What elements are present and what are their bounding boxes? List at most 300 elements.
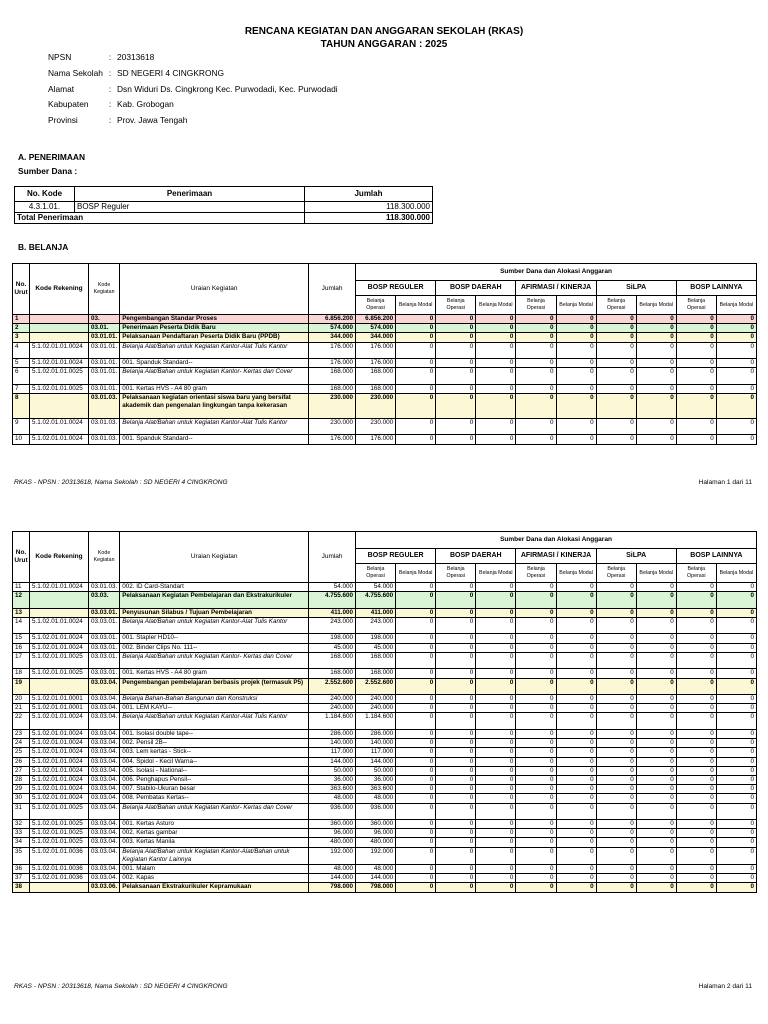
table-row — [13, 766, 757, 775]
row-bosp-reguler-operasi: 4.755.600 — [356, 592, 396, 609]
row-zero-value: 0 — [676, 333, 716, 342]
header-kode-rekening: Kode Rekening — [29, 532, 88, 583]
row-zero-value: 0 — [476, 333, 516, 342]
row-uraian: Pengembangan pembelajaran berbasis projek (termasuk P5) — [120, 678, 309, 695]
row-zero-value: 0 — [436, 678, 476, 695]
row-zero-value: 0 — [636, 883, 676, 892]
row-zero-value: 0 — [476, 324, 516, 333]
row-kode-rekening: 5.1.02.01.01.0025 — [29, 803, 88, 820]
row-kode-kegiatan: 03.03.04. — [88, 729, 119, 738]
row-zero-value: 0 — [516, 838, 556, 847]
row-zero-value: 0 — [596, 785, 636, 794]
row-zero-value: 0 — [436, 315, 476, 324]
row-zero-value: 0 — [596, 418, 636, 435]
row-zero-value: 0 — [556, 883, 596, 892]
row-bosp-reguler-operasi: 6.856.200 — [356, 315, 396, 324]
row-no: 24 — [13, 739, 30, 748]
row-zero-value: 0 — [436, 829, 476, 838]
row-jumlah: 168.000 — [309, 368, 356, 385]
row-zero-value: 0 — [556, 418, 596, 435]
row-uraian: Pelaksanaan Ekstrakurikuler Kepramukaan — [120, 883, 309, 892]
row-zero-value: 0 — [556, 847, 596, 864]
row-zero-value: 0 — [596, 583, 636, 592]
table-row — [13, 729, 757, 738]
row-zero-value: 0 — [476, 592, 516, 609]
row-jumlah: 96.000 — [309, 829, 356, 838]
row-zero-value: 0 — [516, 829, 556, 838]
row-uraian: Penerimaan Peserta Didik Baru — [120, 324, 309, 333]
row-zero-value: 0 — [636, 652, 676, 669]
info-row — [48, 97, 338, 113]
row-jumlah: 45.000 — [309, 643, 356, 652]
row-zero-value: 0 — [396, 583, 436, 592]
row-zero-value: 0 — [436, 359, 476, 368]
row-zero-value: 0 — [596, 342, 636, 359]
row-bosp-reguler-operasi: 168.000 — [356, 669, 396, 678]
row-bosp-reguler-operasi: 176.000 — [356, 359, 396, 368]
row-bosp-reguler-operasi: 168.000 — [356, 368, 396, 385]
row-uraian: Pelaksanaan Kegiatan Pembelajaran dan Ekstrakurikuler — [120, 592, 309, 609]
row-zero-value: 0 — [716, 847, 756, 864]
row-zero-value: 0 — [396, 748, 436, 757]
header-source: SiLPA — [596, 281, 676, 296]
row-zero-value: 0 — [476, 883, 516, 892]
row-jumlah: 360.000 — [309, 820, 356, 829]
row-zero-value: 0 — [476, 359, 516, 368]
footer-page2: Halaman 2 dari 11 — [698, 983, 752, 990]
row-zero-value: 0 — [516, 729, 556, 738]
row-kode-rekening: 5.1.02.01.01.0024 — [29, 583, 88, 592]
row-bosp-reguler-operasi: 45.000 — [356, 643, 396, 652]
row-zero-value: 0 — [396, 757, 436, 766]
row-bosp-reguler-operasi: 96.000 — [356, 829, 396, 838]
row-uraian: 002. Binder Clips No. 111-- — [120, 643, 309, 652]
row-zero-value: 0 — [396, 865, 436, 874]
row-zero-value: 0 — [636, 342, 676, 359]
row-zero-value: 0 — [436, 713, 476, 730]
row-jumlah: 176.000 — [309, 342, 356, 359]
belanja-table-page2 — [12, 531, 757, 893]
row-kode-rekening: 5.1.02.01.01.0025 — [29, 368, 88, 385]
info-label: Provinsi — [48, 115, 78, 126]
row-kode-kegiatan: 03.01.01. — [88, 333, 119, 342]
row-zero-value: 0 — [476, 394, 516, 419]
row-zero-value: 0 — [676, 766, 716, 775]
row-no: 12 — [13, 592, 30, 609]
row-no: 20 — [13, 695, 30, 704]
row-bosp-reguler-operasi: 168.000 — [356, 652, 396, 669]
row-zero-value: 0 — [556, 368, 596, 385]
row-bosp-reguler-operasi: 286.000 — [356, 729, 396, 738]
header-source: BOSP DAERAH — [436, 281, 516, 296]
sumber-dana-label: Sumber Dana : — [18, 166, 78, 176]
row-zero-value: 0 — [676, 583, 716, 592]
row-kode-kegiatan: 03.01. — [88, 324, 119, 333]
row-zero-value: 0 — [556, 669, 596, 678]
row-bosp-reguler-operasi: 344.000 — [356, 333, 396, 342]
row-zero-value: 0 — [396, 315, 436, 324]
row-kode-kegiatan: 03.01.01. — [88, 368, 119, 385]
row-no: 15 — [13, 634, 30, 643]
row-zero-value: 0 — [476, 634, 516, 643]
row-zero-value: 0 — [596, 874, 636, 883]
row-zero-value: 0 — [716, 435, 756, 444]
row-zero-value: 0 — [676, 435, 716, 444]
row-kode-kegiatan: 03.03.01. — [88, 669, 119, 678]
row-bosp-reguler-operasi: 140.000 — [356, 739, 396, 748]
row-zero-value: 0 — [636, 803, 676, 820]
row-bosp-reguler-operasi: 117.000 — [356, 748, 396, 757]
row-zero-value: 0 — [716, 359, 756, 368]
row-zero-value: 0 — [476, 617, 516, 634]
row-zero-value: 0 — [556, 739, 596, 748]
row-zero-value: 0 — [436, 775, 476, 784]
row-zero-value: 0 — [716, 324, 756, 333]
row-zero-value: 0 — [556, 820, 596, 829]
row-uraian: 002. Pensil 2B-- — [120, 739, 309, 748]
row-jumlah: 243.000 — [309, 617, 356, 634]
row-kode-kegiatan: 03.03.04. — [88, 695, 119, 704]
row-zero-value: 0 — [436, 617, 476, 634]
row-zero-value: 0 — [676, 695, 716, 704]
penerimaan-kode: 4.3.1.01. — [15, 202, 75, 213]
row-zero-value: 0 — [436, 748, 476, 757]
row-zero-value: 0 — [596, 865, 636, 874]
row-bosp-reguler-operasi: 798.000 — [356, 883, 396, 892]
row-kode-kegiatan: 03.03.01. — [88, 617, 119, 634]
row-uraian: 006. Penghapus Pensil-- — [120, 775, 309, 784]
row-kode-rekening: 5.1.02.01.01.0036 — [29, 874, 88, 883]
row-zero-value: 0 — [716, 785, 756, 794]
row-zero-value: 0 — [596, 315, 636, 324]
row-zero-value: 0 — [516, 608, 556, 617]
row-kode-kegiatan: 03.03.04. — [88, 713, 119, 730]
row-no: 2 — [13, 324, 30, 333]
row-zero-value: 0 — [436, 874, 476, 883]
row-no: 19 — [13, 678, 30, 695]
row-zero-value: 0 — [596, 324, 636, 333]
row-zero-value: 0 — [436, 757, 476, 766]
row-bosp-reguler-operasi: 144.000 — [356, 874, 396, 883]
row-zero-value: 0 — [436, 704, 476, 713]
row-zero-value: 0 — [556, 634, 596, 643]
row-zero-value: 0 — [596, 803, 636, 820]
row-zero-value: 0 — [596, 333, 636, 342]
header-source: AFIRMASI / KINERJA — [516, 549, 596, 564]
row-zero-value: 0 — [516, 766, 556, 775]
row-zero-value: 0 — [556, 315, 596, 324]
row-zero-value: 0 — [556, 592, 596, 609]
row-zero-value: 0 — [556, 435, 596, 444]
row-zero-value: 0 — [516, 324, 556, 333]
row-zero-value: 0 — [556, 643, 596, 652]
header-jumlah: Jumlah — [305, 187, 433, 202]
row-zero-value: 0 — [556, 874, 596, 883]
row-bosp-reguler-operasi: 2.552.600 — [356, 678, 396, 695]
row-zero-value: 0 — [476, 695, 516, 704]
row-zero-value: 0 — [476, 803, 516, 820]
row-zero-value: 0 — [676, 820, 716, 829]
row-zero-value: 0 — [676, 342, 716, 359]
row-zero-value: 0 — [396, 695, 436, 704]
row-jumlah: 176.000 — [309, 359, 356, 368]
row-zero-value: 0 — [436, 838, 476, 847]
table-row — [13, 634, 757, 643]
row-bosp-reguler-operasi: 176.000 — [356, 342, 396, 359]
row-zero-value: 0 — [436, 785, 476, 794]
row-kode-rekening: 5.1.02.01.01.0001 — [29, 704, 88, 713]
row-zero-value: 0 — [676, 324, 716, 333]
header-source: BOSP REGULER — [356, 281, 436, 296]
row-zero-value: 0 — [516, 315, 556, 324]
row-zero-value: 0 — [556, 829, 596, 838]
table-row — [13, 643, 757, 652]
row-zero-value: 0 — [396, 794, 436, 803]
row-zero-value: 0 — [676, 394, 716, 419]
row-zero-value: 0 — [516, 342, 556, 359]
row-zero-value: 0 — [596, 394, 636, 419]
row-zero-value: 0 — [516, 359, 556, 368]
table-row — [13, 820, 757, 829]
header-belanja-modal: Belanja Modal — [476, 296, 516, 315]
row-uraian: 001. Malam — [120, 865, 309, 874]
row-zero-value: 0 — [436, 368, 476, 385]
row-zero-value: 0 — [436, 333, 476, 342]
row-no: 26 — [13, 757, 30, 766]
row-zero-value: 0 — [636, 583, 676, 592]
row-kode-kegiatan: 03.03.01. — [88, 643, 119, 652]
row-zero-value: 0 — [476, 775, 516, 784]
row-zero-value: 0 — [636, 617, 676, 634]
header-belanja-operasi: Belanja Operasi — [356, 564, 396, 583]
row-zero-value: 0 — [396, 874, 436, 883]
row-zero-value: 0 — [516, 847, 556, 864]
row-kode-kegiatan: 03.03.01. — [88, 634, 119, 643]
table-row — [13, 418, 757, 435]
row-zero-value: 0 — [716, 368, 756, 385]
row-kode-kegiatan: 03.03.04. — [88, 874, 119, 883]
row-kode-kegiatan: 03.03.04. — [88, 794, 119, 803]
row-kode-kegiatan: 03.03.04. — [88, 829, 119, 838]
row-jumlah: 230.000 — [309, 418, 356, 435]
info-colon: : — [108, 99, 112, 110]
row-zero-value: 0 — [516, 643, 556, 652]
row-uraian: Belanja Alat/Bahan untuk Kegiatan Kantor-Alat Tulis Kantor — [120, 418, 309, 435]
row-zero-value: 0 — [516, 435, 556, 444]
row-kode-kegiatan: 03.03.01. — [88, 652, 119, 669]
header-no-kode: No. Kode — [15, 187, 75, 202]
row-zero-value: 0 — [636, 829, 676, 838]
row-zero-value: 0 — [596, 704, 636, 713]
row-zero-value: 0 — [436, 865, 476, 874]
row-uraian: 007. Stabilo-Ukuran besar — [120, 785, 309, 794]
row-bosp-reguler-operasi: 198.000 — [356, 634, 396, 643]
row-zero-value: 0 — [396, 418, 436, 435]
info-colon: : — [108, 52, 112, 62]
row-zero-value: 0 — [636, 435, 676, 444]
row-jumlah: 6.856.200 — [309, 315, 356, 324]
row-zero-value: 0 — [596, 757, 636, 766]
row-zero-value: 0 — [636, 838, 676, 847]
row-zero-value: 0 — [476, 766, 516, 775]
row-kode-kegiatan: 03.03.04. — [88, 803, 119, 820]
row-kode-rekening: 5.1.02.01.01.0024 — [29, 757, 88, 766]
row-zero-value: 0 — [636, 713, 676, 730]
row-no: 38 — [13, 883, 30, 892]
penerimaan-name: BOSP Reguler — [75, 202, 305, 213]
row-kode-rekening — [29, 678, 88, 695]
footer-left-page1: RKAS - NPSN : 20313618, Nama Sekolah : SD NEGERI 4 CINGKRONG — [14, 479, 228, 486]
table-row — [13, 592, 757, 609]
row-jumlah: 363.600 — [309, 785, 356, 794]
table-row — [13, 384, 757, 393]
row-zero-value: 0 — [556, 704, 596, 713]
row-zero-value: 0 — [436, 695, 476, 704]
row-zero-value: 0 — [676, 748, 716, 757]
row-zero-value: 0 — [516, 384, 556, 393]
row-uraian: 002. ID Card-Standart — [120, 583, 309, 592]
row-no: 32 — [13, 820, 30, 829]
row-zero-value: 0 — [596, 739, 636, 748]
row-no: 35 — [13, 847, 30, 864]
row-zero-value: 0 — [676, 829, 716, 838]
row-zero-value: 0 — [596, 368, 636, 385]
row-uraian: 002. Kertas gambar — [120, 829, 309, 838]
row-kode-rekening: 5.1.02.01.01.0024 — [29, 435, 88, 444]
row-no: 29 — [13, 785, 30, 794]
row-bosp-reguler-operasi: 1.184.600 — [356, 713, 396, 730]
row-kode-rekening: 5.1.02.01.01.0025 — [29, 838, 88, 847]
row-kode-rekening: 5.1.02.01.01.0025 — [29, 384, 88, 393]
row-zero-value: 0 — [636, 608, 676, 617]
row-zero-value: 0 — [436, 883, 476, 892]
row-zero-value: 0 — [636, 418, 676, 435]
row-zero-value: 0 — [716, 748, 756, 757]
row-uraian: Pelaksanaan Pendaftaran Peserta Didik Baru (PPDB) — [120, 333, 309, 342]
row-zero-value: 0 — [516, 803, 556, 820]
row-no: 11 — [13, 583, 30, 592]
row-zero-value: 0 — [676, 713, 716, 730]
row-kode-kegiatan: 03.03.04. — [88, 739, 119, 748]
row-no: 22 — [13, 713, 30, 730]
row-zero-value: 0 — [716, 592, 756, 609]
row-zero-value: 0 — [676, 847, 716, 864]
row-zero-value: 0 — [716, 315, 756, 324]
row-no: 4 — [13, 342, 30, 359]
row-zero-value: 0 — [516, 748, 556, 757]
row-bosp-reguler-operasi: 243.000 — [356, 617, 396, 634]
table-row — [13, 739, 757, 748]
table-row — [13, 785, 757, 794]
row-bosp-reguler-operasi: 50.000 — [356, 766, 396, 775]
header-belanja-operasi: Belanja Operasi — [596, 296, 636, 315]
table-row — [13, 583, 757, 592]
info-value: Kab. Grobogan — [117, 99, 174, 110]
row-zero-value: 0 — [556, 775, 596, 784]
row-bosp-reguler-operasi: 363.600 — [356, 785, 396, 794]
row-zero-value: 0 — [396, 333, 436, 342]
table-row — [13, 394, 757, 419]
row-bosp-reguler-operasi: 48.000 — [356, 794, 396, 803]
row-zero-value: 0 — [516, 669, 556, 678]
row-uraian: 001. Spanduk Standard-- — [120, 435, 309, 444]
row-zero-value: 0 — [596, 883, 636, 892]
row-kode-kegiatan: 03.03.04. — [88, 704, 119, 713]
row-zero-value: 0 — [516, 785, 556, 794]
school-info — [48, 50, 338, 129]
row-zero-value: 0 — [516, 583, 556, 592]
row-zero-value: 0 — [676, 359, 716, 368]
footer-left-page2: RKAS - NPSN : 20313618, Nama Sekolah : SD NEGERI 4 CINGKRONG — [14, 983, 228, 990]
header-no-urut: No. Urut — [13, 532, 30, 583]
row-kode-rekening: 5.1.02.01.01.0025 — [29, 652, 88, 669]
row-zero-value: 0 — [436, 583, 476, 592]
row-jumlah: 574.000 — [309, 324, 356, 333]
row-zero-value: 0 — [676, 634, 716, 643]
row-zero-value: 0 — [396, 820, 436, 829]
info-value: SD NEGERI 4 CINGKRONG — [117, 67, 225, 78]
row-jumlah: 48.000 — [309, 865, 356, 874]
row-uraian: 001. Isolasi double tape-- — [120, 729, 309, 738]
row-jumlah: 168.000 — [309, 384, 356, 393]
row-jumlah: 2.552.600 — [309, 678, 356, 695]
row-zero-value: 0 — [476, 785, 516, 794]
row-no: 5 — [13, 359, 30, 368]
row-zero-value: 0 — [516, 652, 556, 669]
row-uraian: 001. Stapler HD10-- — [120, 634, 309, 643]
row-jumlah: 36.000 — [309, 775, 356, 784]
row-kode-rekening: 5.1.02.01.01.0024 — [29, 418, 88, 435]
row-zero-value: 0 — [676, 883, 716, 892]
info-label: Kabupaten — [48, 99, 89, 110]
row-uraian: Pengembangan Standar Proses — [120, 315, 309, 324]
header-belanja-operasi: Belanja Operasi — [516, 296, 556, 315]
row-kode-rekening: 5.1.02.01.01.0024 — [29, 766, 88, 775]
row-zero-value: 0 — [396, 883, 436, 892]
document-subtitle: TAHUN ANGGARAN : 2025 — [320, 39, 448, 50]
row-zero-value: 0 — [556, 794, 596, 803]
row-zero-value: 0 — [636, 368, 676, 385]
row-zero-value: 0 — [676, 785, 716, 794]
info-row — [48, 82, 338, 98]
row-zero-value: 0 — [716, 608, 756, 617]
row-zero-value: 0 — [476, 384, 516, 393]
header-belanja-operasi: Belanja Operasi — [676, 296, 716, 315]
row-zero-value: 0 — [716, 820, 756, 829]
row-jumlah: 48.000 — [309, 794, 356, 803]
footer-page1: Halaman 1 dari 11 — [698, 479, 752, 486]
row-zero-value: 0 — [596, 652, 636, 669]
row-zero-value: 0 — [396, 766, 436, 775]
row-zero-value: 0 — [436, 435, 476, 444]
row-zero-value: 0 — [396, 652, 436, 669]
row-zero-value: 0 — [676, 739, 716, 748]
row-zero-value: 0 — [516, 757, 556, 766]
row-zero-value: 0 — [476, 643, 516, 652]
row-zero-value: 0 — [716, 704, 756, 713]
row-uraian: 005. Isolasi - National-- — [120, 766, 309, 775]
row-zero-value: 0 — [476, 713, 516, 730]
row-zero-value: 0 — [556, 803, 596, 820]
penerimaan-jumlah: 118.300.000 — [305, 202, 433, 213]
row-zero-value: 0 — [676, 729, 716, 738]
row-zero-value: 0 — [436, 418, 476, 435]
table-row — [13, 713, 757, 730]
row-no: 30 — [13, 794, 30, 803]
row-no: 23 — [13, 729, 30, 738]
row-bosp-reguler-operasi: 240.000 — [356, 695, 396, 704]
row-bosp-reguler-operasi: 168.000 — [356, 384, 396, 393]
